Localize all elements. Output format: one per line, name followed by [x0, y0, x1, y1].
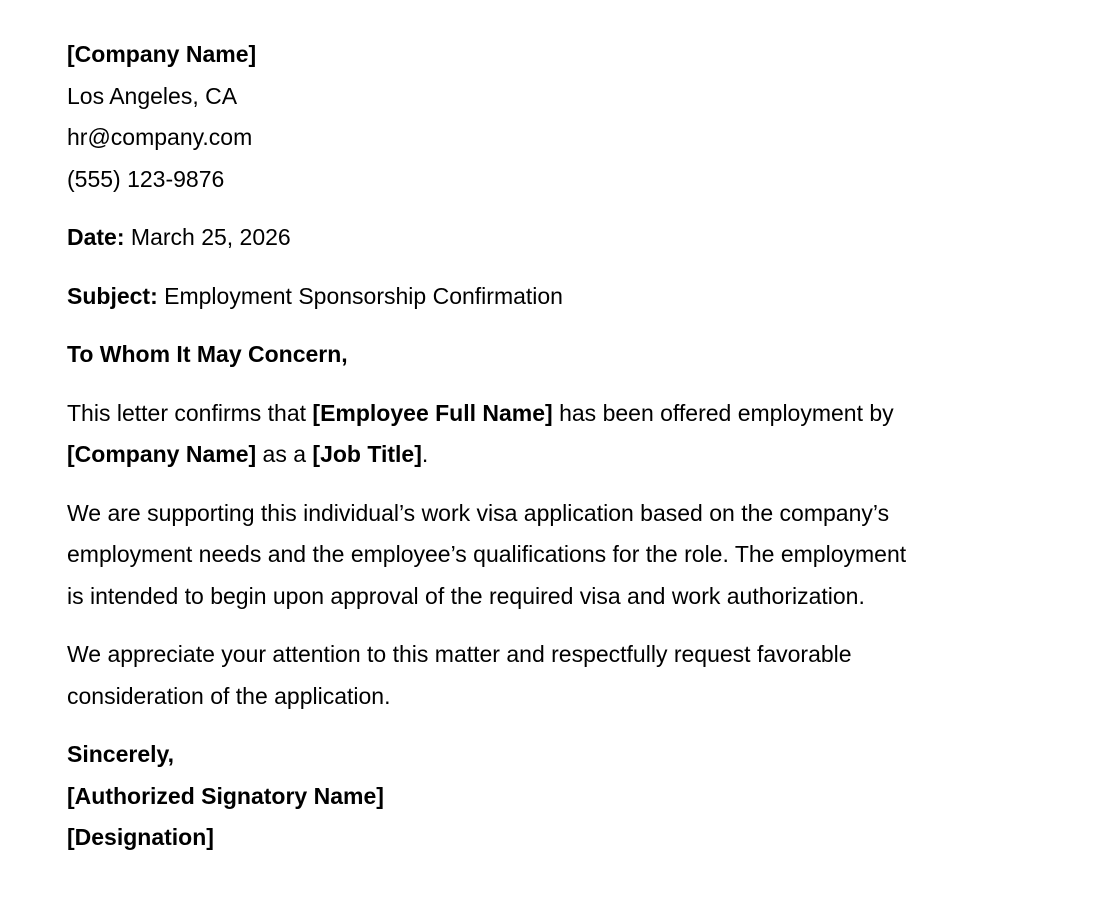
subject-line [67, 276, 1067, 318]
date-value: March 25, 2026 [130, 224, 291, 250]
closing-block [67, 734, 1067, 859]
offer-text-2: has been offered employment by [552, 399, 894, 426]
signatory-name: [Authorized Signatory Name] [67, 782, 384, 809]
sign-off: Sincerely, [67, 741, 174, 767]
company-phone: (555) 123-9876 [67, 165, 225, 192]
subject-value: Employment Sponsorship Confirmation [164, 282, 563, 309]
paragraph-offer-line1 [67, 393, 1067, 435]
letter-document [67, 34, 1067, 859]
paragraph-support-line2: employment needs and the employee’s qualifications for the role. The employment [67, 541, 907, 567]
paragraph-offer [67, 393, 1067, 476]
paragraph-appreciation [67, 634, 1067, 717]
letterhead [67, 34, 1067, 200]
company-email: hr@company.com [67, 124, 253, 150]
job-title: [Job Title] [312, 441, 422, 467]
paragraph-appreciation-line1: We appreciate your attention to this matter and respectfully request favorable [67, 641, 852, 667]
signatory-designation: [Designation] [67, 824, 214, 850]
company-city: Los Angeles, CA [67, 82, 238, 109]
paragraph-offer-line2 [67, 434, 1067, 476]
offer-text-3: as a [256, 441, 313, 467]
date-label: Date: [67, 224, 125, 250]
subject-label: Subject: [67, 282, 158, 309]
paragraph-appreciation-line2: consideration of the application. [67, 682, 391, 709]
offer-text-1: This letter confirms that [67, 399, 313, 426]
paragraph-support-line1: We are supporting this individual’s work visa application based on the company’s [67, 499, 890, 526]
offer-text-4: . [421, 441, 429, 467]
company-name: [Company Name] [67, 41, 257, 67]
paragraph-support-line3: is intended to begin upon approval of the required visa and work authorization. [67, 582, 865, 609]
salutation: To Whom It May Concern, [67, 341, 348, 367]
paragraph-support [67, 493, 1067, 618]
offer-company-name: [Company Name] [67, 441, 257, 467]
date-line [67, 217, 1067, 259]
employee-name: [Employee Full Name] [312, 399, 553, 426]
